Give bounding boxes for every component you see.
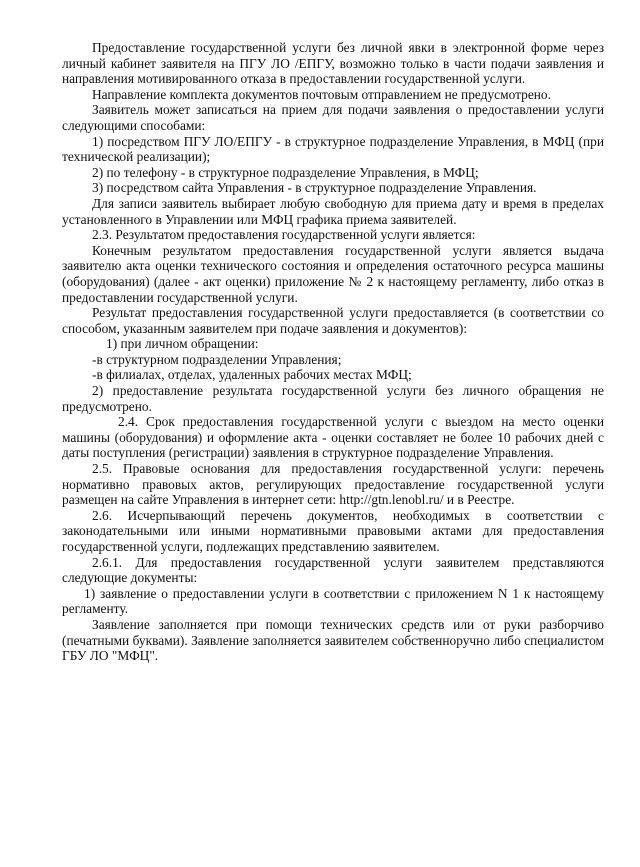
list-item-mfc-branches: -в филиалах, отделах, удаленных рабочих местах МФЦ; xyxy=(92,367,412,383)
section-2-6-1: 2.6.1. Для предоставления государственной услуги заявителем представляются следующие документы: xyxy=(62,554,604,586)
section-2-3-heading: 2.3. Результатом предоставления государственной услуги является: xyxy=(92,227,476,243)
section-2-6: 2.6. Исчерпывающий перечень документов, необходимых в соответствии с законодательными или иными нормативными правовыми актами для предоставления государственной услуги, подлежащих представлению заявителем. xyxy=(62,507,604,554)
list-item-department: -в структурном подразделении Управления; xyxy=(92,351,342,367)
paragraph-application-filling: Заявление заполняется при помощи технических средств или от руки разборчиво (печатными буквами). Заявление заполняется заявителем собственноручно либо специалистом ГБУ ЛО "МФЦ". xyxy=(62,616,604,664)
paragraph-electronic-form: Предоставление государственной услуги без личной явки в электронной форме через личный кабинет заявителя на ПГУ ЛО /ЕПГУ, возможно только в части подачи заявления и направления мотивированного отказа в предоставлении государственной услуги. xyxy=(62,40,604,87)
list-item-appointment-3: 3) посредством сайта Управления - в структурное подразделение Управления. xyxy=(92,180,537,196)
list-item-personal-visit: 1) при личном обращении: xyxy=(106,336,259,352)
paragraph-appointment: Заявитель может записаться на прием для подачи заявления о предоставлении услуги следующими способами: xyxy=(62,102,604,133)
paragraph-appointment-choice: Для записи заявитель выбирает любую свободную для приема дату и время в пределах установленного в Управлении или МФЦ графика приема заявителей. xyxy=(62,195,604,227)
list-item-appointment-1: 1) посредством ПГУ ЛО/ЕПГУ - в структурное подразделение Управления, в МФЦ (при технической реализации); xyxy=(62,133,604,165)
section-2-5: 2.5. Правовые основания для предоставления государственной услуги: перечень нормативно правовых актов, регулирующих предоставление государственной услуги размещен на сайте Управления в интернет сети: http://gtn.lenobl.ru/ и в Реестре. xyxy=(62,461,604,508)
paragraph-final-result: Конечным результатом предоставления государственной услуги является выдача заявителю акта оценки технического состояния и определения остаточного ресурса машины (оборудования) (далее - акт оценки) приложение № 2 к настоящему регламенту, либо отказ в предоставлении государственной услуги. xyxy=(62,242,604,305)
paragraph-postal: Направление комплекта документов почтовым отправлением не предусмотрено. xyxy=(92,86,551,102)
list-item-appointment-2: 2) по телефону - в структурное подразделение Управления, в МФЦ; xyxy=(92,164,479,180)
list-item-no-remote: 2) предоставление результата государственной услуги без личного обращения не предусмотрено. xyxy=(62,383,604,414)
list-item-application: 1) заявление о предоставлении услуги в соответствии с приложением N 1 к настоящему регламенту. xyxy=(62,585,604,617)
section-2-4: 2.4. Срок предоставления государственной услуги с выездом на место оценки машины (оборудования) и оформление акта - оценки составляет не более 10 рабочих дней с даты поступления (регистрации) заявления в структурное подразделение Управления. xyxy=(62,414,604,461)
paragraph-result-delivery: Результат предоставления государственной услуги предоставляется (в соответствии со способом, указанным заявителем при подаче заявления и документов): xyxy=(62,305,604,336)
